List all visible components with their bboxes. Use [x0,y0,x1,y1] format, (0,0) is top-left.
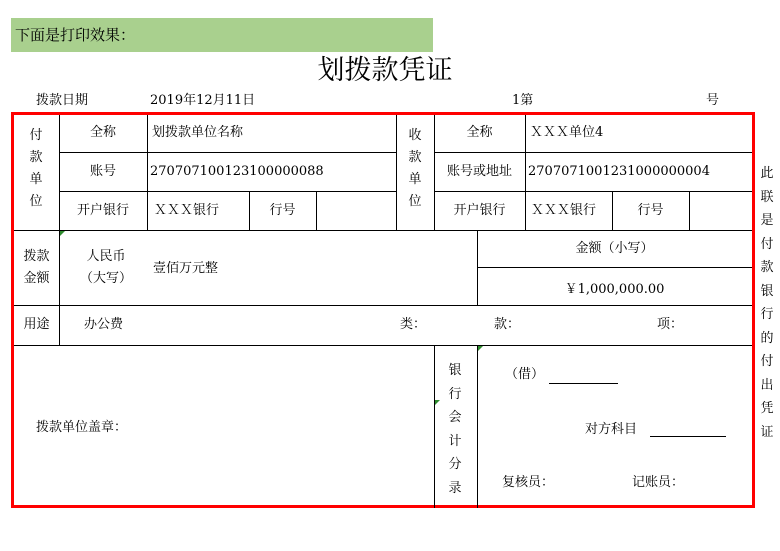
debit-label: （借） [505,367,545,382]
voucher-title: 划拨款凭证 [317,55,453,86]
date-value: 2019年12月11日 [150,93,256,108]
col-divider [59,115,60,345]
date-label: 拨款日期 [36,93,89,108]
row-divider [59,152,396,153]
row-divider [14,230,752,231]
amount-small-value: ￥1,000,000.00 [564,282,665,297]
row-divider [434,152,752,153]
amount-label-line1: 拨款 [23,249,50,264]
payer-bank-value: ＸＸＸ银行 [154,203,220,218]
payer-bank-number-label: 行号 [269,203,296,218]
copy-purpose-note: 此联是付款银行的付出凭证 [760,166,774,440]
print-preview-banner: 下面是打印效果： [11,18,433,52]
payee-account-value: 2707071001231000000004 [528,164,710,179]
row-divider [434,191,752,192]
row-divider [14,305,752,306]
cell-comment-marker [435,400,440,405]
row-divider [477,267,752,268]
voucher-number-prefix: 1第 [512,93,534,108]
payer-bank-label: 开户银行 [76,203,129,218]
payer-group-label: 付款单位 [29,128,43,209]
col-divider [316,191,317,230]
amount-in-words: 壹佰万元整 [153,261,219,276]
payee-bank-value: ＸＸＸ银行 [531,203,597,218]
payer-name-value: 划拨款单位名称 [152,125,244,140]
currency-label-line1: 人民币 [86,249,126,264]
row-divider [59,191,396,192]
col-divider [434,345,435,508]
voucher-frame [11,112,755,508]
row-divider [14,345,752,346]
payer-name-label: 全称 [89,125,116,140]
voucher-number-suffix: 号 [706,93,720,108]
col-divider [396,115,397,230]
payer-account-value: 270707100123100000088 [150,164,324,179]
payee-name-label: 全称 [466,125,493,140]
currency-label-line2: （大写） [79,271,132,286]
purpose-label: 用途 [23,317,50,332]
bank-accounting-entry-label: 银行会计分录 [448,363,462,496]
cell-comment-marker [60,231,65,236]
item-label: 项： [657,317,684,332]
amount-small-label: 金额（小写） [575,241,654,256]
payer-account-label: 账号 [89,164,116,179]
col-divider [477,345,478,508]
counter-account-label: 对方科目 [585,422,638,437]
purpose-value: 办公费 [84,317,124,332]
payee-bank-label: 开户银行 [453,203,506,218]
col-divider [147,115,148,230]
col-divider [525,115,526,230]
class-label: 类： [400,317,427,332]
stamp-label: 拨款单位盖章： [36,420,128,435]
cell-comment-marker [478,346,483,351]
reviewer-label: 复核员： [502,475,555,490]
amount-label-line2: 金额 [23,271,50,286]
payee-account-label: 账号或地址 [446,164,512,179]
section-label: 款： [494,317,521,332]
payee-bank-number-label: 行号 [637,203,664,218]
counter-account-blank-line [650,436,726,437]
col-divider [689,191,690,230]
payee-group-label: 收款单位 [408,128,422,209]
clerk-label: 记账员： [632,475,685,490]
payee-name-value: ＸＸＸ单位4 [530,125,604,140]
debit-blank-line [549,383,618,384]
